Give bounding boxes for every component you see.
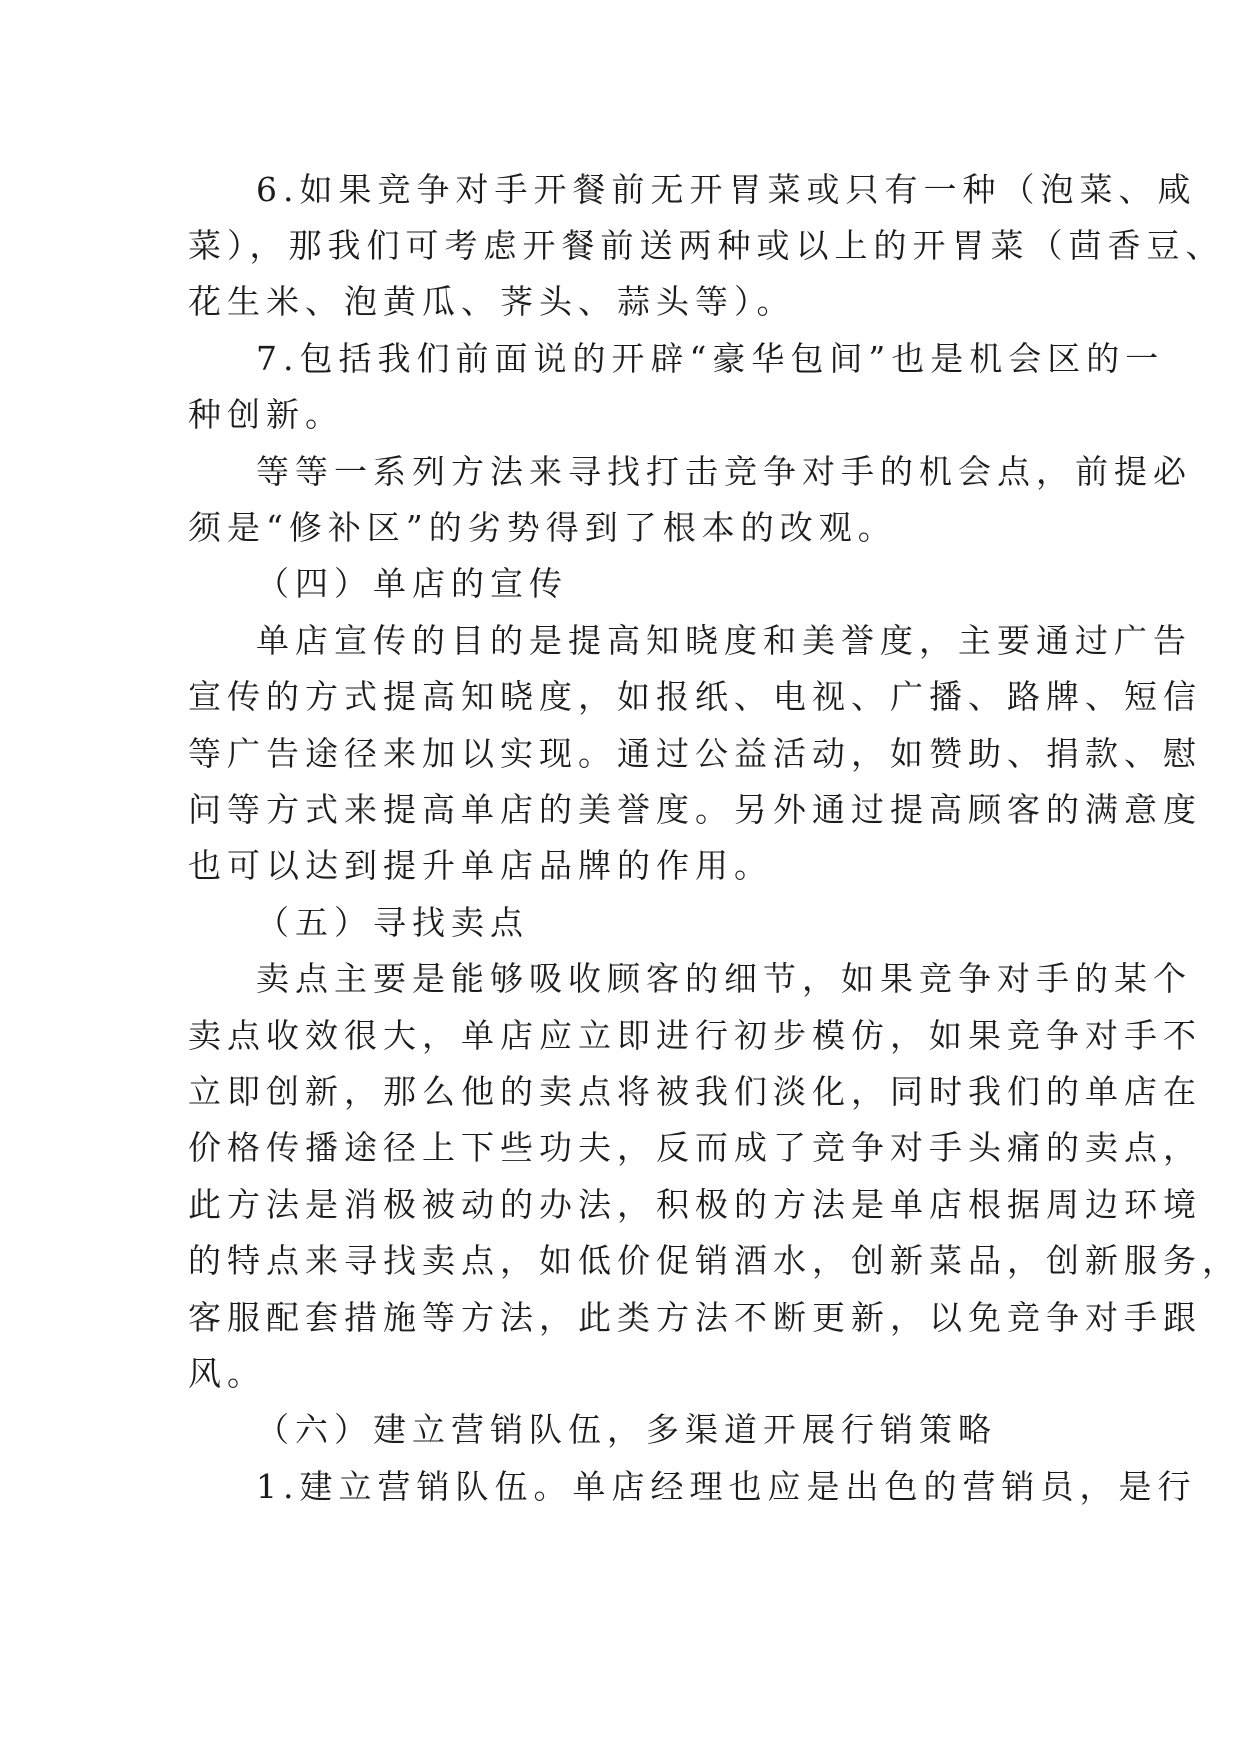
text-line: 也可以达到提升单店品牌的作用。 <box>188 846 773 885</box>
text-line: 卖点主要是能够吸收顾客的细节，如果竞争对手的某个 <box>256 959 1192 998</box>
text-line: 卖点收效很大，单店应立即进行初步模仿，如果竞争对手不 <box>188 1016 1202 1055</box>
text-line: 问等方式来提高单店的美誉度。另外通过提高顾客的满意度 <box>188 790 1202 829</box>
text-line: 等等一系列方法来寻找打击竞争对手的机会点，前提必 <box>256 452 1192 491</box>
text-line: 宣传的方式提高知晓度，如报纸、电视、广播、路牌、短信 <box>188 677 1202 716</box>
text-line: 花生米、泡黄瓜、荠头、蒜头等）。 <box>188 282 796 321</box>
text-line: 等广告途径来加以实现。通过公益活动，如赞助、捐款、慰 <box>188 734 1202 773</box>
section-heading: （四）单店的宣传 <box>256 564 568 603</box>
text-line: 须是“修补区”的劣势得到了根本的改观。 <box>188 508 897 547</box>
section-heading: （五）寻找卖点 <box>256 903 529 942</box>
text-line: 菜），那我们可考虑开餐前送两种或以上的开胃菜（茴香豆、 <box>188 226 1225 265</box>
text-line: 立即创新，那么他的卖点将被我们淡化，同时我们的单店在 <box>188 1072 1202 1111</box>
text-line: 种创新。 <box>188 395 344 434</box>
text-line: 的特点来寻找卖点，如低价促销酒水，创新菜品，创新服务， <box>188 1241 1241 1280</box>
text-line: 客服配套措施等方法，此类方法不断更新，以免竞争对手跟 <box>188 1298 1202 1337</box>
text-line: 风。 <box>188 1354 266 1393</box>
text-line: 7.包括我们前面说的开辟“豪华包间”也是机会区的一 <box>256 339 1165 378</box>
text-line: 价格传播途径上下些功夫，反而成了竞争对手头痛的卖点， <box>188 1128 1202 1167</box>
section-heading: （六）建立营销队伍，多渠道开展行销策略 <box>256 1410 997 1449</box>
text-line: 6.如果竞争对手开餐前无开胃菜或只有一种（泡菜、咸 <box>256 170 1197 209</box>
text-line: 1.建立营销队伍。单店经理也应是出色的营销员，是行 <box>256 1467 1197 1506</box>
text-line: 此方法是消极被动的办法，积极的方法是单店根据周边环境 <box>188 1185 1202 1224</box>
text-line: 单店宣传的目的是提高知晓度和美誉度，主要通过广告 <box>256 621 1192 660</box>
